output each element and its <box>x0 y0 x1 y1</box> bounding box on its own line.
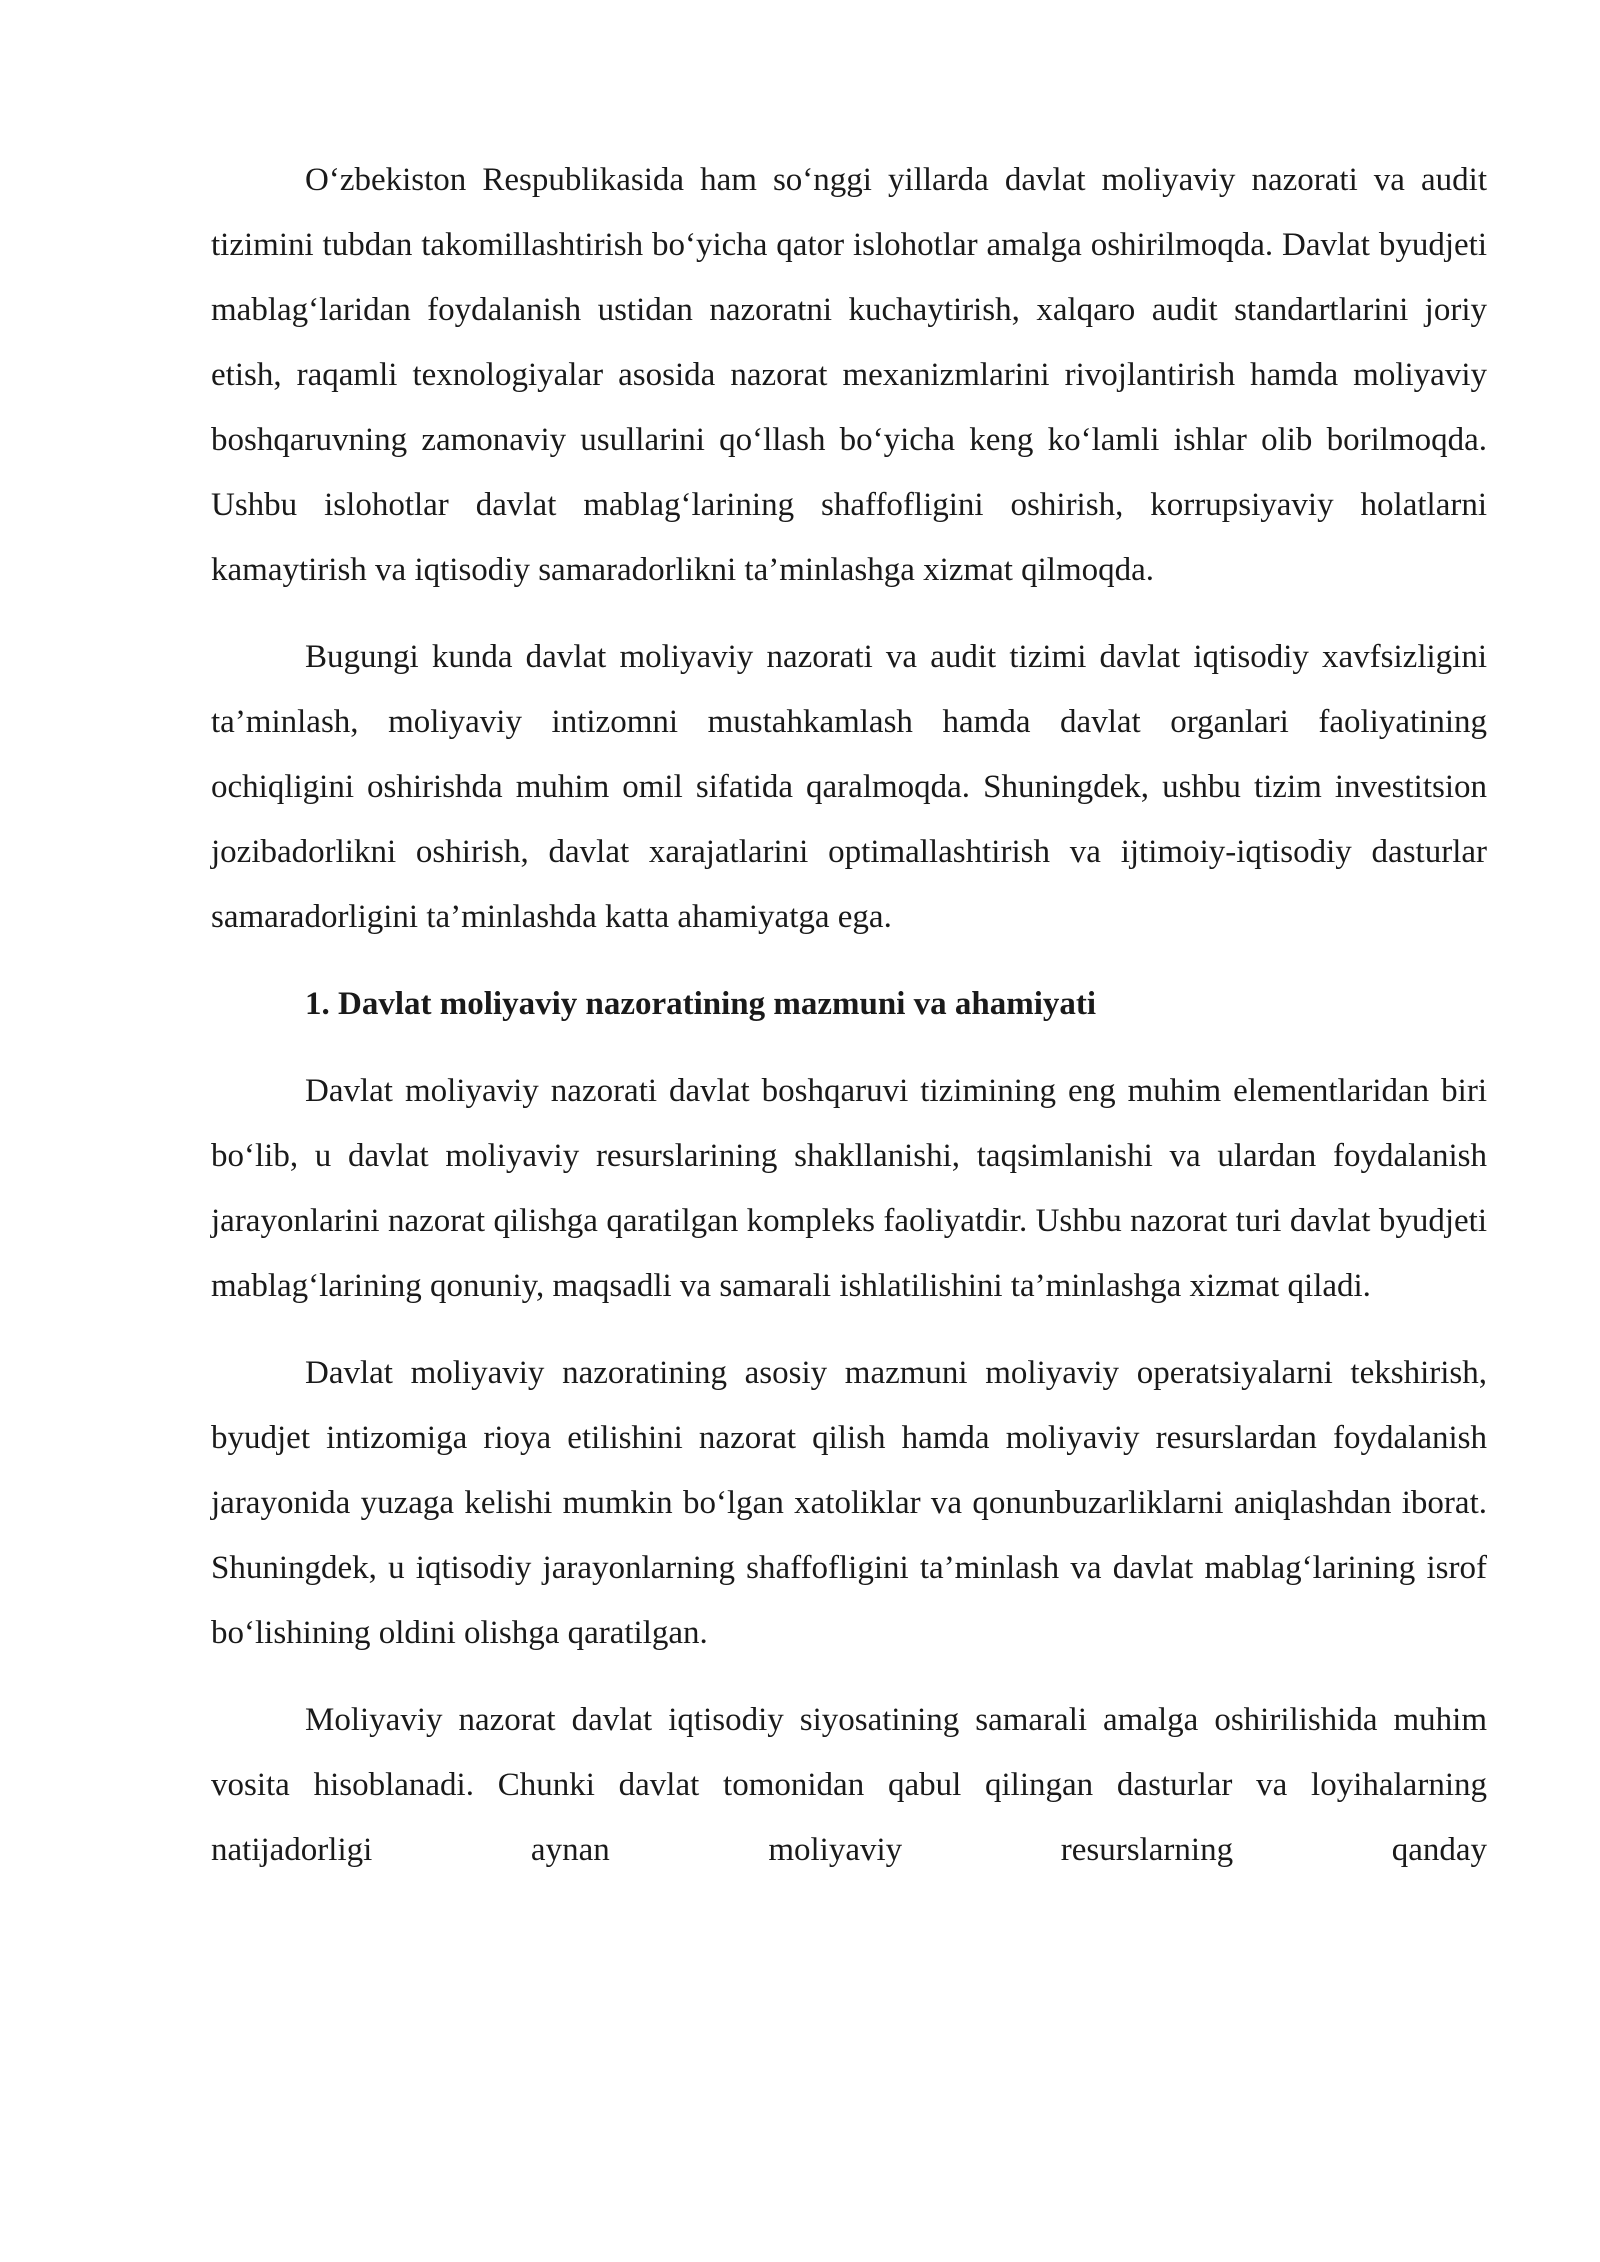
paragraph-current-role: Bugungi kunda davlat moliyaviy nazorati va audit tizimi davlat iqtisodiy xavfsizligini ta’minlash, moliyaviy intizomni mustahkamlash hamda davlat organlari faoliyatining ochiqligini oshirishda muhim omil sifatida qaralmoqda. Shuningdek, ushbu tizim investitsion jozibadorlikni oshirish, davlat xarajatlarini optimallashtirish va ijtimoiy-iqtisodiy dasturlar samaradorligini ta’minlashda katta ahamiyatga ega. <box>211 639 1487 935</box>
paragraph-definition: Davlat moliyaviy nazorati davlat boshqaruvi tizimining eng muhim elementlaridan biri bo‘lib, u davlat moliyaviy resurslarining shakllanishi, taqsimlanishi va ulardan foydalanish jarayonlarini nazorat qilishga qaratilgan kompleks faoliyatdir. Ushbu nazorat turi davlat byudjeti mablag‘larining qonuniy, maqsadli va samarali ishlatilishini ta’minlashga xizmat qiladi. <box>211 1073 1487 1304</box>
document-body <box>211 148 1487 1905</box>
section-heading: 1. Davlat moliyaviy nazoratining mazmuni va ahamiyati <box>305 986 1097 1022</box>
paragraph-main-content: Davlat moliyaviy nazoratining asosiy mazmuni moliyaviy operatsiyalarni tekshirish, byudjet intizomiga rioya etilishini nazorat qilish hamda moliyaviy resurslardan foydalanish jarayonida yuzaga kelishi mumkin bo‘lgan xatoliklar va qonunbuzarliklarni aniqlashdan iborat. Shuningdek, u iqtisodiy jarayonlarning shaffofligini ta’minlash va davlat mablag‘larining isrof bo‘lishining oldini olishga qaratilgan. <box>211 1355 1487 1651</box>
paragraph-economic-policy: Moliyaviy nazorat davlat iqtisodiy siyosatining samarali amalga oshirilishida muhim vosita hisoblanadi. Chunki davlat tomonidan qabul qilingan dasturlar va loyihalarning natijadorligi aynan moliyaviy resurslarning qanday <box>211 1702 1487 1868</box>
paragraph-reforms: O‘zbekiston Respublikasida ham so‘nggi yillarda davlat moliyaviy nazorati va audit tizimini tubdan takomillashtirish bo‘yicha qator islohotlar amalga oshirilmoqda. Davlat byudjeti mablag‘laridan foydalanish ustidan nazoratni kuchaytirish, xalqaro audit standartlarini joriy etish, raqamli texnologiyalar asosida nazorat mexanizmlarini rivojlantirish hamda moliyaviy boshqaruvning zamonaviy usullarini qo‘llash bo‘yicha keng ko‘lamli ishlar olib borilmoqda. Ushbu islohotlar davlat mablag‘larining shaffofligini oshirish, korrupsiyaviy holatlarni kamaytirish va iqtisodiy samaradorlikni ta’minlashga xizmat qilmoqda. <box>211 162 1487 588</box>
